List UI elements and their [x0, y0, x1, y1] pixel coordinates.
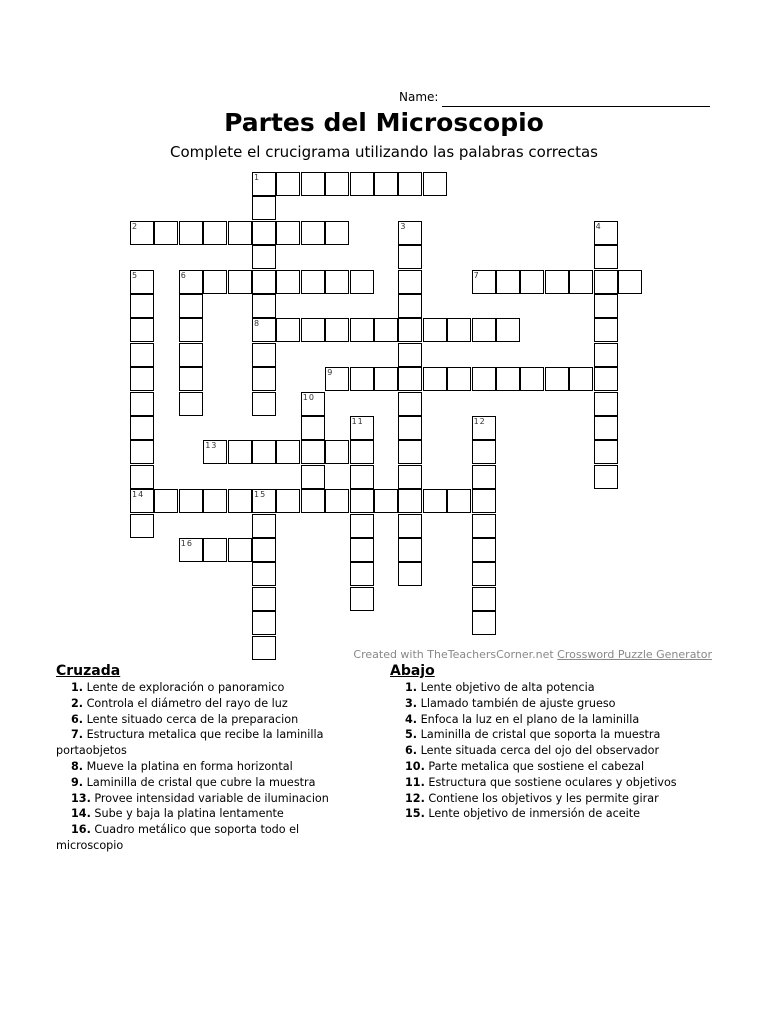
- clue-number: 2.: [71, 696, 84, 710]
- down-clue: [390, 775, 710, 791]
- clue-number: 14: [132, 490, 145, 500]
- grid-cell[interactable]: [398, 416, 422, 440]
- grid-cell[interactable]: [472, 514, 496, 538]
- clue-number: 16.: [71, 823, 91, 837]
- clue-text: Estructura metalica que recibe la laminilla portaobjetos: [56, 728, 324, 758]
- grid-cell[interactable]: [252, 294, 276, 318]
- grid-cell[interactable]: [228, 489, 252, 513]
- grid-cell[interactable]: [130, 392, 154, 416]
- grid-cell[interactable]: [350, 318, 374, 342]
- grid-cell[interactable]: [472, 318, 496, 342]
- clue-text: Llamado también de ajuste grueso: [417, 696, 616, 710]
- down-clue: [390, 727, 710, 743]
- grid-cell[interactable]: [374, 318, 398, 342]
- down-clue-list: [390, 680, 710, 822]
- clue-text: Parte metalica que sostiene el cabezal: [424, 759, 645, 773]
- clue-number: 1: [254, 173, 261, 182]
- grid-cell[interactable]: [130, 514, 154, 538]
- grid-cell[interactable]: [252, 196, 276, 220]
- grid-cell[interactable]: [398, 440, 422, 464]
- grid-cell[interactable]: [520, 367, 544, 391]
- grid-cell[interactable]: [447, 367, 471, 391]
- page-subtitle: Complete el crucigrama utilizando las palabras correctas: [170, 143, 598, 161]
- grid-cell[interactable]: [325, 367, 349, 391]
- clue-number: 12: [473, 417, 486, 426]
- grid-cell[interactable]: [398, 343, 422, 367]
- across-clue: [56, 696, 356, 712]
- clue-number: 13: [205, 441, 218, 451]
- grid-cell[interactable]: [472, 538, 496, 562]
- grid-cell[interactable]: [154, 221, 178, 245]
- grid-cell[interactable]: [325, 172, 349, 196]
- clue-text: Lente situada cerca del ojo del observador: [417, 744, 660, 758]
- grid-cell[interactable]: [179, 294, 203, 318]
- clue-number: 5.: [405, 728, 418, 742]
- grid-cell[interactable]: [252, 514, 276, 538]
- credit-line: [353, 648, 712, 661]
- grid-cell[interactable]: [301, 221, 325, 245]
- grid-cell[interactable]: [594, 416, 618, 440]
- grid-cell[interactable]: [276, 221, 300, 245]
- grid-cell[interactable]: [179, 367, 203, 391]
- grid-cell[interactable]: [252, 440, 276, 464]
- grid-cell[interactable]: [325, 489, 349, 513]
- clue-text: Lente situado cerca de la preparacion: [83, 712, 299, 726]
- clue-text: Sube y baja la platina lentamente: [90, 807, 284, 821]
- grid-cell[interactable]: [301, 172, 325, 196]
- name-label: Name:: [399, 90, 439, 104]
- grid-cell[interactable]: [447, 489, 471, 513]
- clue-number: 9: [327, 368, 334, 378]
- clue-number: 1.: [71, 681, 84, 694]
- grid-cell[interactable]: [179, 270, 203, 294]
- grid-cell[interactable]: [252, 172, 276, 196]
- down-clue: [390, 696, 710, 712]
- down-heading: Abajo: [390, 663, 435, 679]
- grid-cell[interactable]: [398, 294, 422, 318]
- grid-cell[interactable]: [301, 440, 325, 464]
- grid-cell[interactable]: [569, 270, 593, 294]
- credit-text: Created with TheTeachersCorner.net: [353, 648, 554, 661]
- grid-cell[interactable]: [276, 172, 300, 196]
- grid-cell[interactable]: [301, 392, 325, 416]
- grid-cell[interactable]: [252, 343, 276, 367]
- grid-cell[interactable]: [594, 367, 618, 391]
- grid-cell[interactable]: [252, 611, 276, 635]
- clue-number: 13.: [71, 791, 91, 805]
- grid-cell[interactable]: [130, 367, 154, 391]
- grid-cell[interactable]: [252, 367, 276, 391]
- grid-cell[interactable]: [252, 538, 276, 562]
- grid-cell[interactable]: [301, 489, 325, 513]
- across-clue: [56, 806, 356, 822]
- grid-cell[interactable]: [594, 294, 618, 318]
- grid-cell[interactable]: [398, 318, 422, 342]
- grid-cell[interactable]: [203, 489, 227, 513]
- grid-cell[interactable]: [228, 440, 252, 464]
- clue-text: Lente de exploración o panoramico: [83, 681, 285, 694]
- grid-cell[interactable]: [594, 221, 618, 245]
- grid-cell[interactable]: [374, 367, 398, 391]
- clue-number: 4.: [405, 712, 418, 726]
- grid-cell[interactable]: [398, 538, 422, 562]
- clue-number: 10.: [405, 759, 425, 773]
- grid-cell[interactable]: [472, 562, 496, 586]
- grid-cell[interactable]: [398, 270, 422, 294]
- clue-number: 15: [254, 490, 267, 500]
- grid-cell[interactable]: [350, 416, 374, 440]
- grid-cell[interactable]: [472, 611, 496, 635]
- grid-cell[interactable]: [325, 318, 349, 342]
- grid-cell[interactable]: [350, 440, 374, 464]
- grid-cell[interactable]: [398, 465, 422, 489]
- down-clue: [390, 806, 710, 822]
- grid-cell[interactable]: [130, 416, 154, 440]
- grid-cell[interactable]: [472, 587, 496, 611]
- grid-cell[interactable]: [398, 245, 422, 269]
- grid-cell[interactable]: [301, 465, 325, 489]
- grid-cell[interactable]: [154, 489, 178, 513]
- down-clue: [390, 759, 710, 775]
- grid-cell[interactable]: [594, 343, 618, 367]
- grid-cell[interactable]: [472, 270, 496, 294]
- grid-cell[interactable]: [179, 538, 203, 562]
- across-clue: [56, 791, 356, 807]
- clue-number: 1.: [405, 681, 418, 694]
- grid-cell[interactable]: [618, 270, 642, 294]
- grid-cell[interactable]: [472, 489, 496, 513]
- grid-cell[interactable]: [252, 392, 276, 416]
- clue-number: 8: [254, 319, 261, 329]
- grid-cell[interactable]: [423, 172, 447, 196]
- grid-cell[interactable]: [398, 514, 422, 538]
- grid-cell[interactable]: [325, 270, 349, 294]
- clue-number: 3.: [405, 696, 418, 710]
- grid-cell[interactable]: [374, 489, 398, 513]
- grid-cell[interactable]: [325, 440, 349, 464]
- grid-cell[interactable]: [228, 221, 252, 245]
- grid-cell[interactable]: [398, 562, 422, 586]
- grid-cell[interactable]: [350, 367, 374, 391]
- grid-cell[interactable]: [447, 318, 471, 342]
- grid-cell[interactable]: [301, 318, 325, 342]
- grid-cell[interactable]: [398, 392, 422, 416]
- grid-cell[interactable]: [594, 245, 618, 269]
- clue-number: 9.: [71, 775, 84, 789]
- clue-text: Laminilla de cristal que cubre la muestra: [83, 775, 316, 789]
- across-clue: [56, 680, 356, 696]
- clue-number: 11: [351, 417, 364, 426]
- grid-cell[interactable]: [301, 416, 325, 440]
- clue-number: 15.: [405, 807, 425, 821]
- grid-cell[interactable]: [130, 294, 154, 318]
- clue-number: 6.: [405, 744, 418, 758]
- clue-number: 5: [132, 270, 139, 280]
- grid-cell[interactable]: [398, 172, 422, 196]
- across-clue: [56, 775, 356, 791]
- clue-text: Laminilla de cristal que soporta la muestra: [417, 728, 661, 742]
- name-field[interactable]: [442, 106, 710, 107]
- clue-text: Enfoca la luz en el plano de la laminilla: [417, 712, 640, 726]
- grid-cell[interactable]: [130, 221, 154, 245]
- grid-cell[interactable]: [228, 270, 252, 294]
- across-clue: [56, 759, 356, 775]
- across-clues: [56, 662, 356, 854]
- clue-text: Contiene los objetivos y les permite girar: [424, 791, 659, 805]
- grid-cell[interactable]: [350, 172, 374, 196]
- down-clue: [390, 743, 710, 759]
- grid-cell[interactable]: [252, 489, 276, 513]
- grid-cell[interactable]: [350, 562, 374, 586]
- grid-cell[interactable]: [130, 440, 154, 464]
- clue-number: 16: [180, 539, 193, 548]
- grid-cell[interactable]: [398, 221, 422, 245]
- grid-cell[interactable]: [350, 514, 374, 538]
- grid-cell[interactable]: [594, 318, 618, 342]
- grid-cell[interactable]: [350, 270, 374, 294]
- grid-cell[interactable]: [350, 489, 374, 513]
- grid-cell[interactable]: [252, 636, 276, 660]
- grid-cell[interactable]: [130, 270, 154, 294]
- grid-cell[interactable]: [276, 440, 300, 464]
- grid-cell[interactable]: [594, 270, 618, 294]
- grid-cell[interactable]: [472, 367, 496, 391]
- grid-cell[interactable]: [496, 318, 520, 342]
- clue-text: Mueve la platina en forma horizontal: [83, 759, 293, 773]
- grid-cell[interactable]: [350, 587, 374, 611]
- grid-cell[interactable]: [179, 392, 203, 416]
- grid-cell[interactable]: [594, 440, 618, 464]
- clue-number: 11.: [405, 775, 425, 789]
- grid-cell[interactable]: [496, 270, 520, 294]
- grid-cell[interactable]: [423, 489, 447, 513]
- grid-cell[interactable]: [130, 343, 154, 367]
- grid-cell[interactable]: [423, 318, 447, 342]
- grid-cell[interactable]: [179, 343, 203, 367]
- across-clue: [56, 727, 356, 759]
- clue-number: 14.: [71, 807, 91, 821]
- grid-cell[interactable]: [350, 538, 374, 562]
- clue-text: Provee intensidad variable de iluminacion: [90, 791, 329, 805]
- grid-cell[interactable]: [594, 465, 618, 489]
- grid-cell[interactable]: [203, 270, 227, 294]
- clue-number: 6: [180, 270, 187, 280]
- grid-cell[interactable]: [130, 489, 154, 513]
- grid-cell[interactable]: [179, 318, 203, 342]
- grid-cell[interactable]: [252, 245, 276, 269]
- grid-cell[interactable]: [423, 367, 447, 391]
- grid-cell[interactable]: [301, 270, 325, 294]
- credit-link[interactable]: Crossword Puzzle Generator: [557, 648, 712, 661]
- across-clue-list: [56, 680, 356, 854]
- grid-cell[interactable]: [276, 270, 300, 294]
- grid-cell[interactable]: [179, 221, 203, 245]
- clue-number: 7: [473, 270, 480, 280]
- clue-number: 8.: [71, 759, 84, 773]
- grid-cell[interactable]: [496, 367, 520, 391]
- grid-cell[interactable]: [569, 367, 593, 391]
- clue-text: Cuadro metálico que soporta todo el microscopio: [56, 823, 300, 852]
- down-clue: [390, 791, 710, 807]
- across-clue: [56, 822, 356, 854]
- page-title: Partes del Microscopio: [224, 108, 544, 137]
- grid-cell[interactable]: [472, 465, 496, 489]
- grid-cell[interactable]: [130, 318, 154, 342]
- grid-cell[interactable]: [179, 489, 203, 513]
- clue-number: 4: [595, 221, 602, 231]
- grid-cell[interactable]: [374, 172, 398, 196]
- across-heading: Cruzada: [56, 663, 121, 679]
- grid-cell[interactable]: [203, 538, 227, 562]
- grid-cell[interactable]: [545, 270, 569, 294]
- grid-cell[interactable]: [252, 221, 276, 245]
- clue-number: 6.: [71, 712, 84, 726]
- grid-cell[interactable]: [545, 367, 569, 391]
- grid-cell[interactable]: [276, 318, 300, 342]
- clue-text: Lente objetivo de alta potencia: [417, 681, 595, 694]
- down-clue: [390, 680, 710, 696]
- grid-cell[interactable]: [472, 416, 496, 440]
- clue-number: 2: [132, 221, 139, 231]
- down-clues: [390, 662, 710, 822]
- clue-text: Controla el diámetro del rayo de luz: [83, 696, 288, 710]
- grid-cell[interactable]: [594, 392, 618, 416]
- grid-cell[interactable]: [325, 221, 349, 245]
- grid-cell[interactable]: [203, 440, 227, 464]
- grid-cell[interactable]: [520, 270, 544, 294]
- grid-cell[interactable]: [203, 221, 227, 245]
- grid-cell[interactable]: [252, 270, 276, 294]
- grid-cell[interactable]: [228, 538, 252, 562]
- across-clue: [56, 712, 356, 728]
- clue-number: 7.: [71, 728, 84, 742]
- grid-cell[interactable]: [252, 318, 276, 342]
- clue-text: Lente objetivo de inmersión de aceite: [424, 807, 641, 821]
- down-clue: [390, 712, 710, 728]
- clue-number: 3: [400, 221, 407, 231]
- grid-cell[interactable]: [252, 562, 276, 586]
- grid-cell[interactable]: [398, 489, 422, 513]
- clue-number: 10: [302, 392, 315, 402]
- grid-cell[interactable]: [350, 465, 374, 489]
- grid-cell[interactable]: [472, 440, 496, 464]
- grid-cell[interactable]: [276, 489, 300, 513]
- grid-cell[interactable]: [252, 587, 276, 611]
- grid-cell[interactable]: [398, 367, 422, 391]
- clue-number: 12.: [405, 791, 425, 805]
- clue-text: Estructura que sostiene oculares y objetivos: [424, 775, 677, 789]
- grid-cell[interactable]: [130, 465, 154, 489]
